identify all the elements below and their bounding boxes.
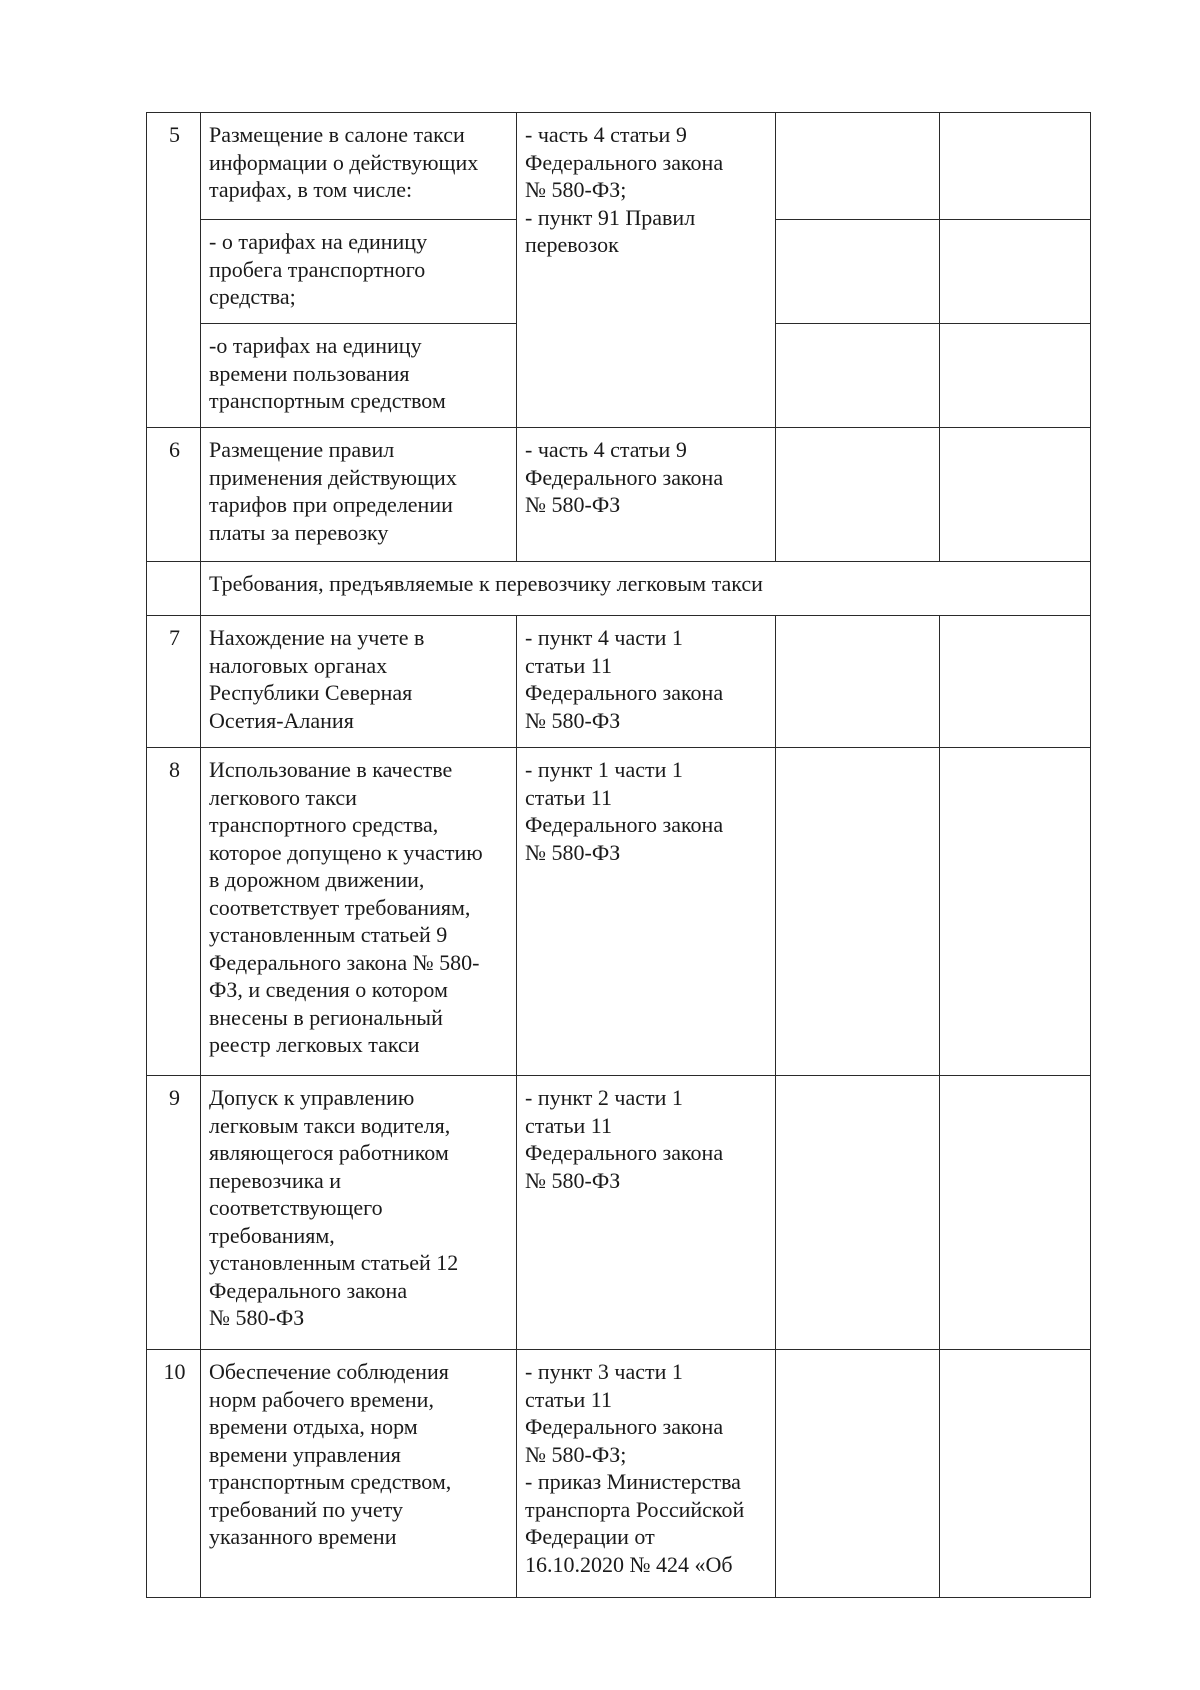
row-number: 6 bbox=[147, 428, 201, 562]
row-number: 7 bbox=[147, 616, 201, 748]
row-number: 5 bbox=[147, 113, 201, 428]
table-row bbox=[147, 428, 1091, 562]
table-row bbox=[147, 113, 1091, 220]
empty-cell bbox=[940, 616, 1091, 748]
table-row bbox=[147, 1350, 1091, 1598]
legal-basis-text: - пункт 1 части 1 статьи 11 Федерального закона № 580-ФЗ bbox=[517, 748, 776, 1076]
empty-cell bbox=[776, 616, 940, 748]
requirement-text: Размещение в салоне такси информации о действующих тарифах, в том числе: bbox=[201, 113, 517, 220]
requirement-subitem: -о тарифах на единицу времени пользования транспортным средством bbox=[201, 324, 517, 428]
empty-cell bbox=[940, 748, 1091, 1076]
legal-basis-text: - пункт 3 части 1 статьи 11 Федерального закона № 580-ФЗ; - приказ Министерства транспорта Российской Федерации от 16.10.2020 № 424 «Об bbox=[517, 1350, 776, 1598]
legal-basis-text: - часть 4 статьи 9 Федерального закона № 580-ФЗ bbox=[517, 428, 776, 562]
empty-cell bbox=[940, 324, 1091, 428]
empty-cell bbox=[940, 1350, 1091, 1598]
row-number: 8 bbox=[147, 748, 201, 1076]
table-row bbox=[147, 748, 1091, 1076]
section-title: Требования, предъявляемые к перевозчику легковым такси bbox=[201, 562, 1091, 616]
requirement-text: Обеспечение соблюдения норм рабочего времени, времени отдыха, норм времени управления транспортным средством, требований по учету указанного времени bbox=[201, 1350, 517, 1598]
requirement-text: Размещение правил применения действующих тарифов при определении платы за перевозку bbox=[201, 428, 517, 562]
empty-cell bbox=[776, 220, 940, 324]
empty-cell bbox=[776, 1350, 940, 1598]
empty-cell bbox=[776, 748, 940, 1076]
legal-basis-text: - пункт 4 части 1 статьи 11 Федерального закона № 580-ФЗ bbox=[517, 616, 776, 748]
requirement-text: Использование в качестве легкового такси транспортного средства, которое допущено к участию в дорожном движении, соответствует требованиям, установленным статьей 9 Федерального закона № 580- ФЗ, и сведения о котором внесены в региональный реестр легковых такси bbox=[201, 748, 517, 1076]
empty-cell bbox=[940, 220, 1091, 324]
empty-cell bbox=[940, 113, 1091, 220]
section-header-row bbox=[147, 562, 1091, 616]
table-row bbox=[147, 1076, 1091, 1350]
table-row bbox=[147, 616, 1091, 748]
empty-cell bbox=[940, 1076, 1091, 1350]
requirements-table bbox=[146, 112, 1091, 1598]
legal-basis-text: - пункт 2 части 1 статьи 11 Федерального закона № 580-ФЗ bbox=[517, 1076, 776, 1350]
row-number: 9 bbox=[147, 1076, 201, 1350]
empty-cell bbox=[776, 1076, 940, 1350]
empty-cell bbox=[776, 113, 940, 220]
legal-basis-text: - часть 4 статьи 9 Федерального закона № 580-ФЗ; - пункт 91 Правил перевозок bbox=[517, 113, 776, 428]
requirement-text: Нахождение на учете в налоговых органах Республики Северная Осетия-Алания bbox=[201, 616, 517, 748]
empty-cell bbox=[147, 562, 201, 616]
row-number: 10 bbox=[147, 1350, 201, 1598]
empty-cell bbox=[776, 428, 940, 562]
empty-cell bbox=[940, 428, 1091, 562]
requirement-subitem: - о тарифах на единицу пробега транспортного средства; bbox=[201, 220, 517, 324]
requirement-text: Допуск к управлению легковым такси водителя, являющегося работником перевозчика и соответствующего требованиям, установленным статьей 12 Федерального закона № 580-ФЗ bbox=[201, 1076, 517, 1350]
empty-cell bbox=[776, 324, 940, 428]
